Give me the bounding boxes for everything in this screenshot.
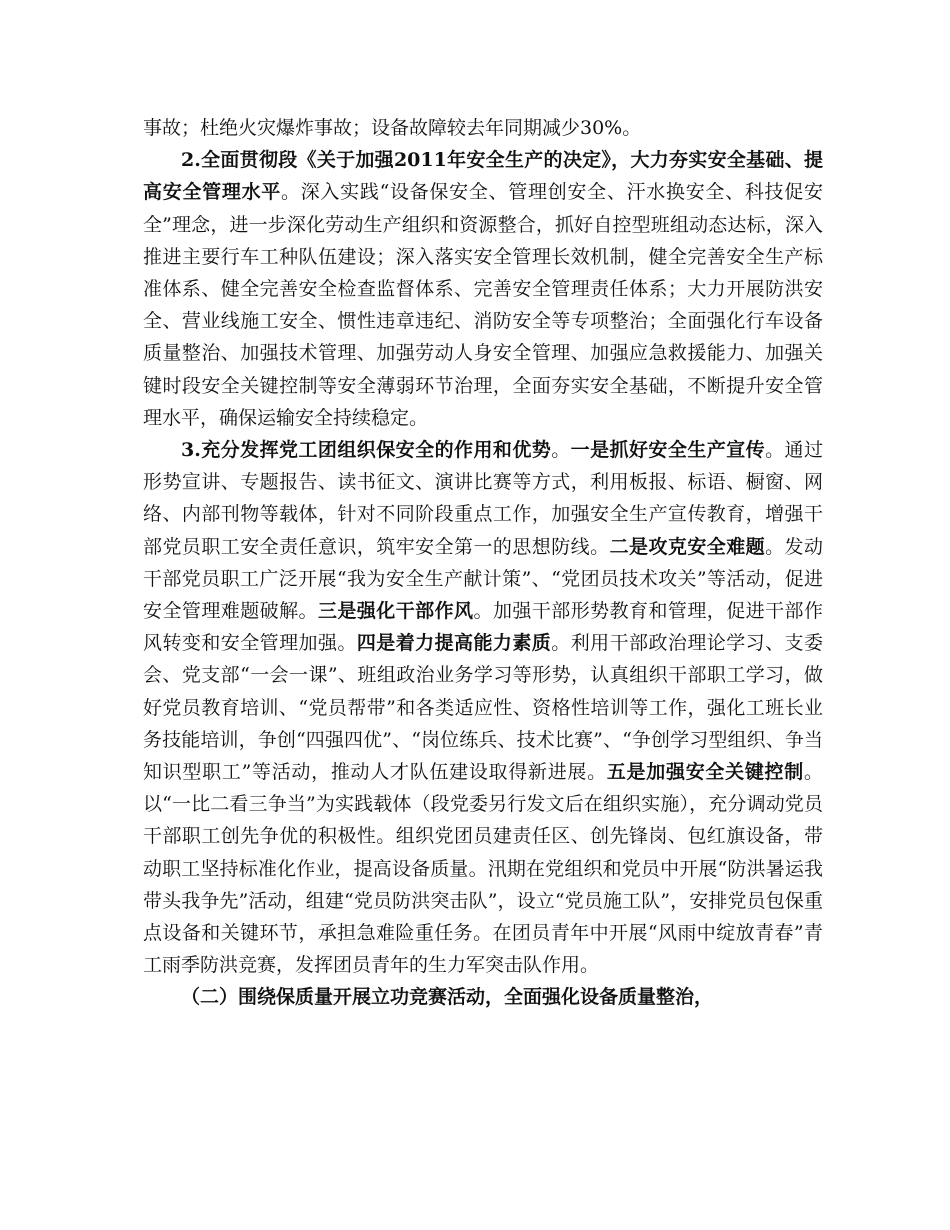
item-3-title: 3.充分发挥党工团组织保安全的作用和优势 bbox=[181, 439, 552, 462]
section-2-heading bbox=[143, 981, 823, 1013]
item-3-point-5-body: 。以“一比二看三争当”为实践载体（段党委另行发文后在组织实施），充分调动党员干部职工创先争优的积极性。组织党团员建责任区、创先锋岗、包红旗设备，带动职工坚持标准化作业，提高设备质量。汛期在党组织和党员中开展“防洪暑运我带头我争先”活动，组建“党员防洪突击队”，设立“党员施工队”，安排党员包保重点设备和关键环节，承担急难险重任务。在团员青年中开展“风雨中绽放青春”青工雨季防洪竞赛，发挥团员青年的生力军突击队作用。 bbox=[143, 761, 823, 977]
item-3-point-4-body: 。利用干部政治理论学习、支委会、党支部“一会一课”、班组政治业务学习等形势，认真组织干部职工学习，做好党员教育培训、“党员帮带”和各类适应性、资格性培训等工作，强化工班长业务技能培训，争创“四强四优”、“岗位练兵、技术比赛”、“争创学习型组织、争当知识型职工”等活动，推动人才队伍建设取得新进展。 bbox=[143, 632, 823, 784]
item-3-separator: 。 bbox=[551, 439, 571, 462]
paragraph-item-3 bbox=[143, 434, 823, 981]
paragraph-item-2 bbox=[143, 144, 823, 434]
item-3-point-3-title: 三是强化干部作风 bbox=[317, 600, 474, 623]
item-3-point-3-body: 。加强干部形势教育和管理，促进干部作风转变和安全管理加强。 bbox=[143, 600, 823, 655]
item-2-body: 。深入实践“设备保安全、管理创安全、汗水换安全、科技促安全”理念，进一步深化劳动生产组织和资源整合，抓好自控型班组动态达标，深入推进主要行车工种队伍建设；深入落实安全管理长效机制，健全完善安全生产标准体系、健全完善安全检查监督体系、完善安全管理责任体系；大力开展防洪安全、营业线施工安全、惯性违章违纪、消防安全等专项整治；全面强化行车设备质量整治、加强技术管理、加强劳动人身安全管理、加强应急救援能力、加强关键时段安全关键控制等安全薄弱环节治理，全面夯实安全基础，不断提升安全管理水平，确保运输安全持续稳定。 bbox=[143, 181, 823, 429]
item-3-point-4-title: 四是着力提高能力素质 bbox=[356, 632, 552, 655]
item-3-point-2-body: 。发动干部党员职工广泛开展“我为安全生产献计策”、“党团员技术攻关”等活动，促进安全管理难题破解。 bbox=[143, 535, 823, 623]
paragraph-continuation bbox=[143, 112, 823, 144]
section-2-heading-text: （二）围绕保质量开展立功竞赛活动，全面强化设备质量整治， bbox=[181, 986, 714, 1009]
item-3-point-1-body: 。通过形势宣讲、专题报告、读书征文、演讲比赛等方式，利用板报、标语、橱窗、网络、内部刊物等载体，针对不同阶段重点工作，加强安全生产宣传教育，增强干部党员职工安全责任意识，筑牢安全第一的思想防线。 bbox=[143, 439, 823, 558]
document-body bbox=[143, 112, 823, 1014]
item-2-title: 2.全面贯彻段《关于加强2011年安全生产的决定》，大力夯实安全基础、提高安全管理水平 bbox=[143, 149, 823, 204]
item-3-point-1-title: 一是抓好安全生产宣传 bbox=[570, 439, 766, 462]
paragraph-continuation-text: 事故；杜绝火灾爆炸事故；设备故障较去年同期减少30%。 bbox=[143, 117, 642, 139]
item-3-point-5-title: 五是加强安全关键控制 bbox=[606, 761, 804, 784]
item-3-point-2-title: 二是攻克安全难题 bbox=[609, 535, 766, 558]
